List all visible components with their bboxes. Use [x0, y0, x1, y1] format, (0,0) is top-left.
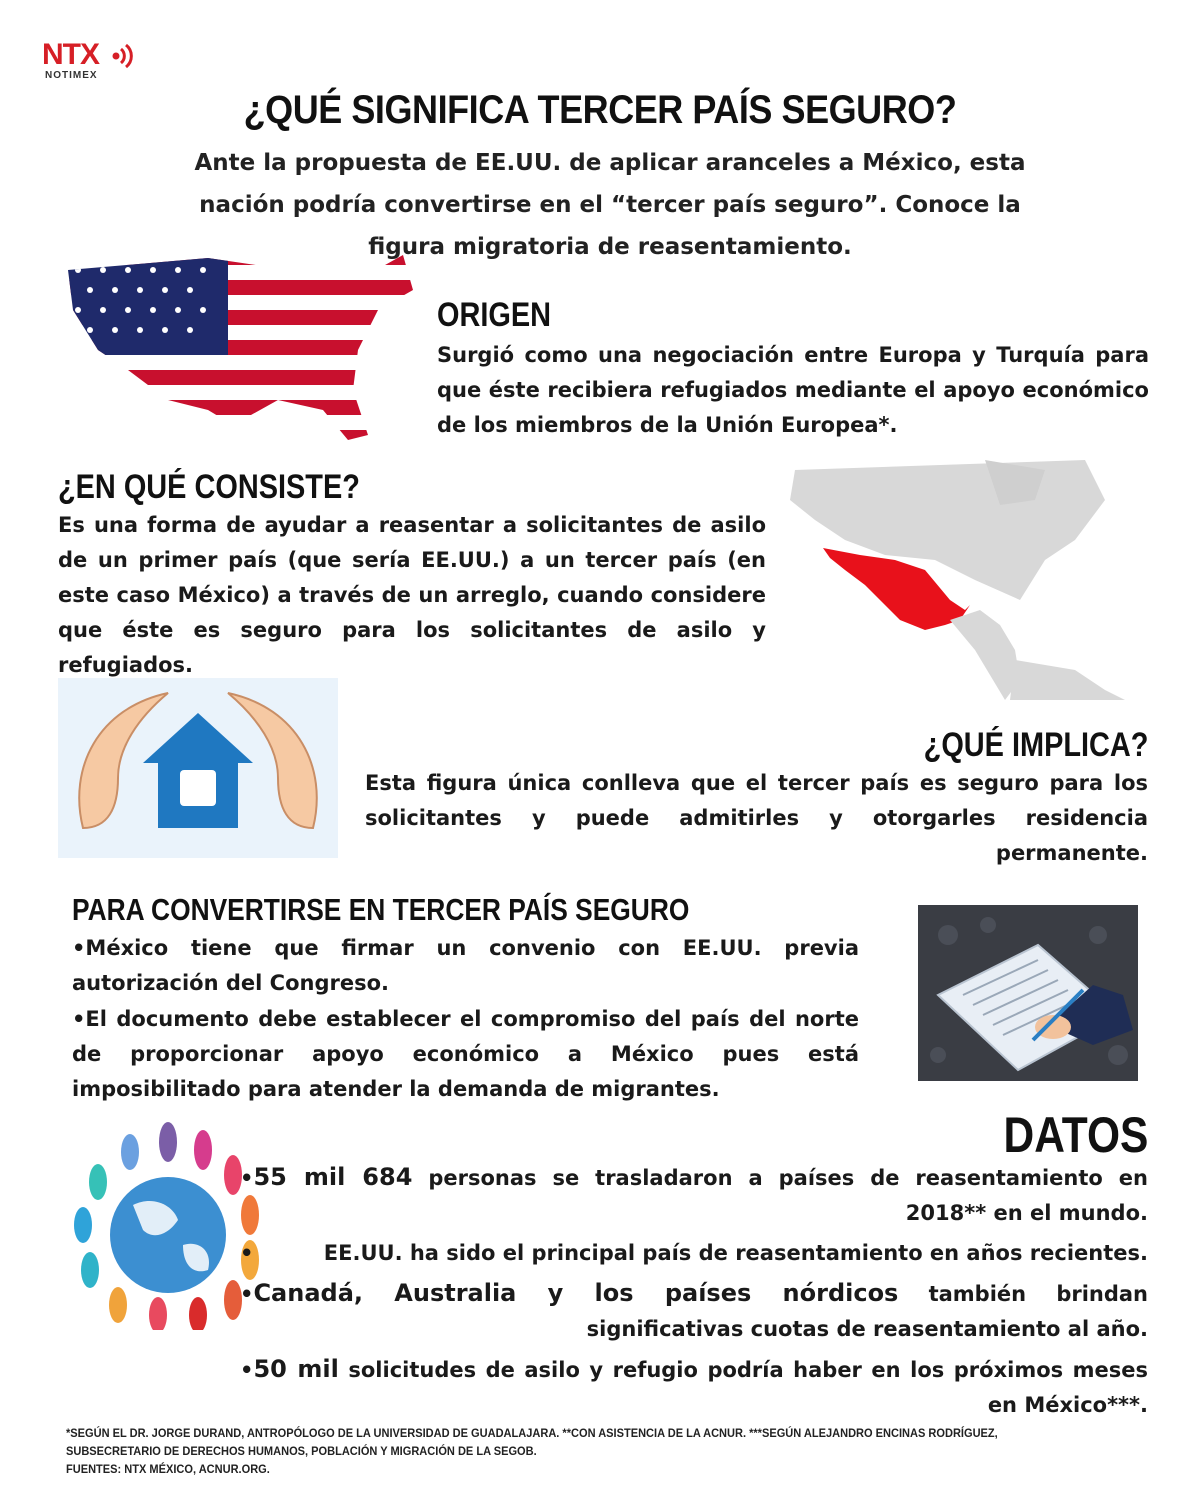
- implica-heading: ¿QUÉ IMPLICA?: [923, 726, 1148, 764]
- datos-item-1: [240, 1160, 1148, 1231]
- consiste-heading: ¿EN QUÉ CONSISTE?: [58, 468, 360, 506]
- logo-brand: NTX: [42, 38, 99, 71]
- convertirse-bullet-2: •El documento debe establecer el compromiso del país del norte de proporcionar apoyo económico a México pues está imposibilitado para atender la demanda de migrantes.: [72, 1007, 859, 1101]
- footnote-sources-notes: *SEGÚN EL DR. JORGE DURAND, ANTROPÓLOGO DE LA UNIVERSIDAD DE GUADALAJARA. **CON ASISTENCIA DE LA ACNUR. ***SEGÚN ALEJANDRO ENCINAS RODRÍGUEZ, SUBSECRETARIO DE DERECHOS HUMANOS, POBLACIÓN Y MIGRACIÓN DE LA SEGOB.: [66, 1426, 998, 1458]
- people-globe-image: [68, 1120, 268, 1330]
- datos-item-3-rest: también brindan significativas cuotas de reasentamiento al año.: [586, 1282, 1149, 1341]
- footnote-fuentes: FUENTES: NTX MÉXICO, ACNUR.ORG.: [66, 1462, 270, 1476]
- datos-item-2-rest: ha sido el principal país de reasentamiento en años recientes.: [402, 1241, 1148, 1265]
- datos-item-1-rest: personas se trasladaron a países de reasentamiento en 2018** en el mundo.: [412, 1166, 1148, 1225]
- datos-item-4-strong: 50 mil: [253, 1355, 339, 1383]
- convertirse-heading: PARA CONVERTIRSE EN TERCER PAÍS SEGURO: [72, 892, 690, 927]
- datos-item-4-rest: solicitudes de asilo y refugio podría haber en los próximos meses en México***.: [338, 1358, 1148, 1417]
- datos-item-2-strong: EE.UU.: [323, 1241, 403, 1265]
- datos-item-3-strong: Canadá, Australia y los países nórdicos: [253, 1279, 899, 1307]
- datos-item-2: [240, 1236, 1148, 1271]
- signing-document-image: [918, 905, 1138, 1081]
- implica-text: Esta figura única conlleva que el tercer país es seguro para los solicitantes y puede admitirles y otorgarles residencia permanente.: [365, 771, 1148, 865]
- datos-item-1-strong: 55 mil 684: [253, 1163, 413, 1191]
- datos-item-3-bullet: •: [240, 1282, 254, 1306]
- logo-subtitle: NOTIMEX: [45, 70, 98, 81]
- datos-item-1-bullet: •: [240, 1166, 254, 1190]
- datos-item-4: [240, 1352, 1148, 1423]
- page-subtitle: Ante la propuesta de EE.UU. de aplicar aranceles a México, esta nación podría convertirse en el “tercer país seguro”. Conoce la figura migratoria de reasentamiento.: [194, 150, 1026, 260]
- datos-item-3: [240, 1276, 1148, 1347]
- house-in-hands-image: [58, 678, 338, 858]
- consiste-text: Es una forma de ayudar a reasentar a solicitantes de asilo de un primer país (que sería EE.UU.) a un tercer país (en este caso México) a través de un arreglo, cuando considere que éste es seguro para los solicitantes de asilo y refugiados.: [58, 513, 766, 677]
- mexico-map-image: [785, 460, 1135, 700]
- origen-text: Surgió como una negociación entre Europa y Turquía para que éste recibiera refugiados mediante el apoyo económico de los miembros de la Unión Europea*.: [437, 343, 1149, 437]
- origen-heading: ORIGEN: [437, 296, 552, 334]
- datos-item-4-bullet: •: [240, 1358, 254, 1382]
- footnote: [66, 1424, 1060, 1478]
- page-title: ¿QUÉ SIGNIFICA TERCER PAÍS SEGURO?: [243, 88, 957, 132]
- datos-item-2-bullet: •: [240, 1241, 254, 1265]
- datos-heading: DATOS: [1003, 1107, 1148, 1163]
- broadcast-icon: [112, 42, 138, 70]
- convertirse-bullet-1: •México tiene que firmar un convenio con EE.UU. previa autorización del Congreso.: [72, 936, 859, 995]
- usa-flag-map-image: [58, 250, 428, 450]
